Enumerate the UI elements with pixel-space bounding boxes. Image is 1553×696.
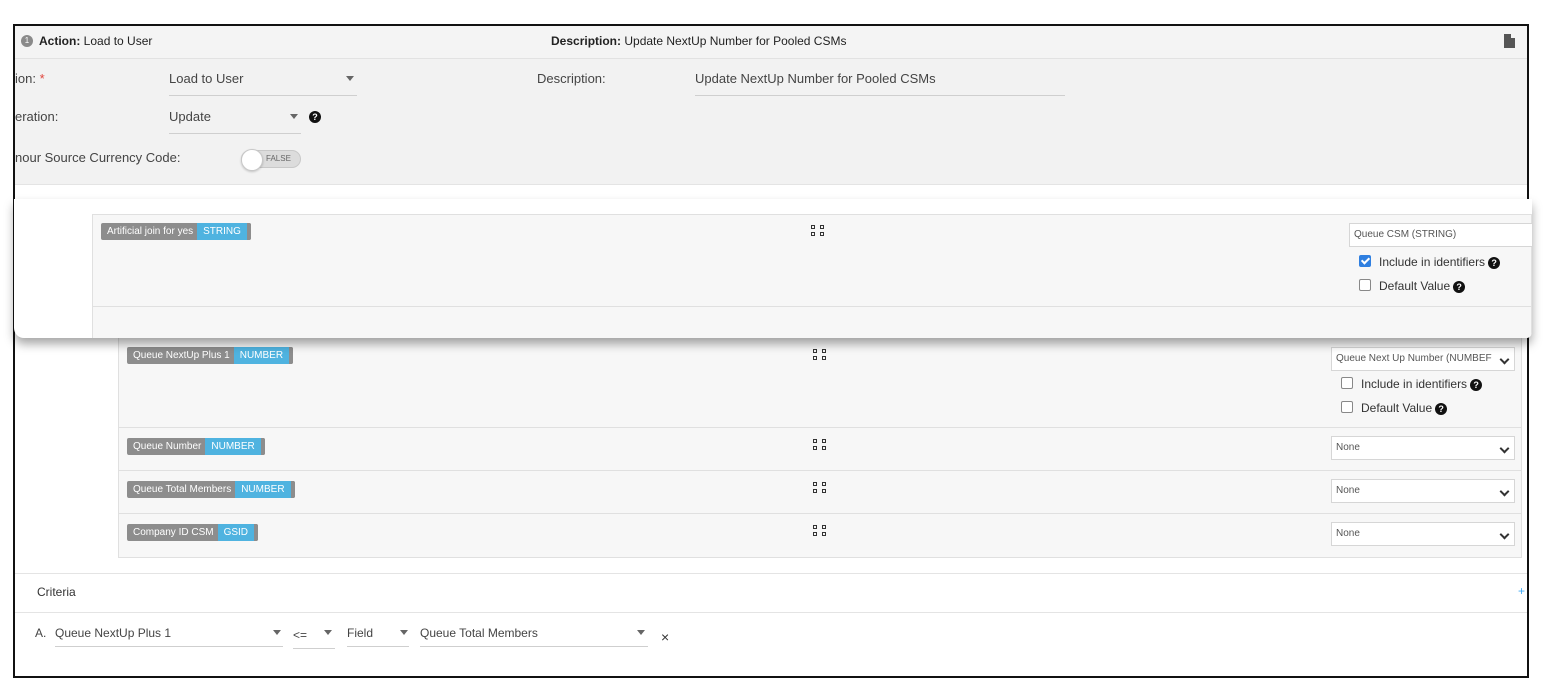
source-field-chip[interactable]: Company ID CSM GSID <box>127 524 258 541</box>
criteria-value-select[interactable]: Queue Total Members <box>420 626 648 647</box>
currency-code-toggle[interactable] <box>241 150 301 168</box>
header-action <box>39 34 152 48</box>
source-field-chip[interactable]: Queue Total Members NUMBER <box>127 481 295 498</box>
mapping-link-icon <box>813 482 827 494</box>
checkbox-box[interactable] <box>1341 377 1353 389</box>
action-dropdown-caret-icon[interactable] <box>346 76 354 81</box>
operation-select[interactable]: Update <box>169 109 301 134</box>
document-icon[interactable] <box>1504 34 1515 48</box>
action-field-label: ion: * <box>15 71 45 86</box>
criteria-value-type-select[interactable]: Field <box>347 626 409 647</box>
operation-help-icon[interactable]: ? <box>309 111 321 123</box>
checkbox-box[interactable] <box>1359 279 1371 291</box>
currency-code-label: nour Source Currency Code: <box>15 150 181 165</box>
dragged-mapping-card[interactable] <box>14 199 1532 338</box>
target-field-select[interactable]: Queue CSM (STRING) <box>1349 223 1532 247</box>
target-field-select[interactable]: None <box>1331 436 1515 460</box>
help-icon: ? <box>1488 257 1500 269</box>
operation-dropdown-caret-icon[interactable] <box>290 114 298 119</box>
checkbox-box[interactable] <box>1341 401 1353 413</box>
header-description-label: Description: <box>551 34 622 48</box>
criteria-header <box>15 573 1527 613</box>
criteria-operator-select[interactable]: <= <box>293 628 335 649</box>
include-identifiers-checkbox[interactable]: Include in identifiers ? <box>1359 255 1500 269</box>
action-header <box>15 26 1527 59</box>
add-criteria-button[interactable]: + <box>1518 584 1526 598</box>
toggle-knob <box>241 149 263 171</box>
help-icon: ? <box>1470 379 1482 391</box>
header-action-label: Action: <box>39 34 81 48</box>
target-field-select[interactable]: Queue Next Up Number (NUMBEF <box>1331 347 1515 371</box>
action-select[interactable]: Load to User <box>169 71 357 96</box>
toggle-state-text: FALSE <box>266 154 291 163</box>
header-action-value: Load to User <box>83 34 153 48</box>
table-row-edge <box>92 306 1532 338</box>
mapping-link-icon <box>813 439 827 451</box>
criteria-field-select[interactable]: Queue NextUp Plus 1 <box>55 626 283 647</box>
table-row <box>119 427 1521 471</box>
table-row <box>119 327 1521 428</box>
description-field-label: Description: <box>537 71 606 86</box>
mapping-link-icon <box>813 525 827 537</box>
mapping-link-icon <box>811 225 825 237</box>
source-field-chip[interactable]: Queue NextUp Plus 1 NUMBER <box>127 347 293 364</box>
remove-criteria-icon[interactable]: × <box>661 629 670 645</box>
mapping-link-icon <box>813 349 827 361</box>
target-field-select[interactable]: None <box>1331 522 1515 546</box>
criteria-rule-letter: A. <box>35 626 47 640</box>
default-value-checkbox[interactable]: Default Value ? <box>1359 279 1465 293</box>
operation-field-label: eration: <box>15 109 59 124</box>
field-mapping-table <box>118 326 1522 558</box>
source-field-chip[interactable]: Queue Number NUMBER <box>127 438 265 455</box>
header-description-value: Update NextUp Number for Pooled CSMs <box>624 34 847 48</box>
criteria-field-caret-icon[interactable] <box>273 630 281 635</box>
include-identifiers-checkbox[interactable]: Include in identifiers ? <box>1341 377 1482 391</box>
action-index-badge: 1 <box>21 35 33 47</box>
criteria-value-type-caret-icon[interactable] <box>400 630 408 635</box>
help-icon: ? <box>1453 281 1465 293</box>
action-editor-frame <box>13 24 1529 678</box>
description-input[interactable]: Update NextUp Number for Pooled CSMs <box>695 71 1065 96</box>
criteria-title: Criteria <box>37 585 76 599</box>
table-row <box>119 513 1521 557</box>
target-field-select[interactable]: None <box>1331 479 1515 503</box>
criteria-operator-caret-icon[interactable] <box>324 630 332 635</box>
checkbox-box-checked[interactable] <box>1359 255 1371 267</box>
table-row <box>92 214 1532 307</box>
source-field-chip[interactable]: Artificial join for yes STRING <box>101 223 251 240</box>
help-icon: ? <box>1435 403 1447 415</box>
header-description <box>551 34 846 48</box>
criteria-value-caret-icon[interactable] <box>637 630 645 635</box>
default-value-checkbox[interactable]: Default Value ? <box>1341 401 1447 415</box>
table-row <box>119 470 1521 514</box>
